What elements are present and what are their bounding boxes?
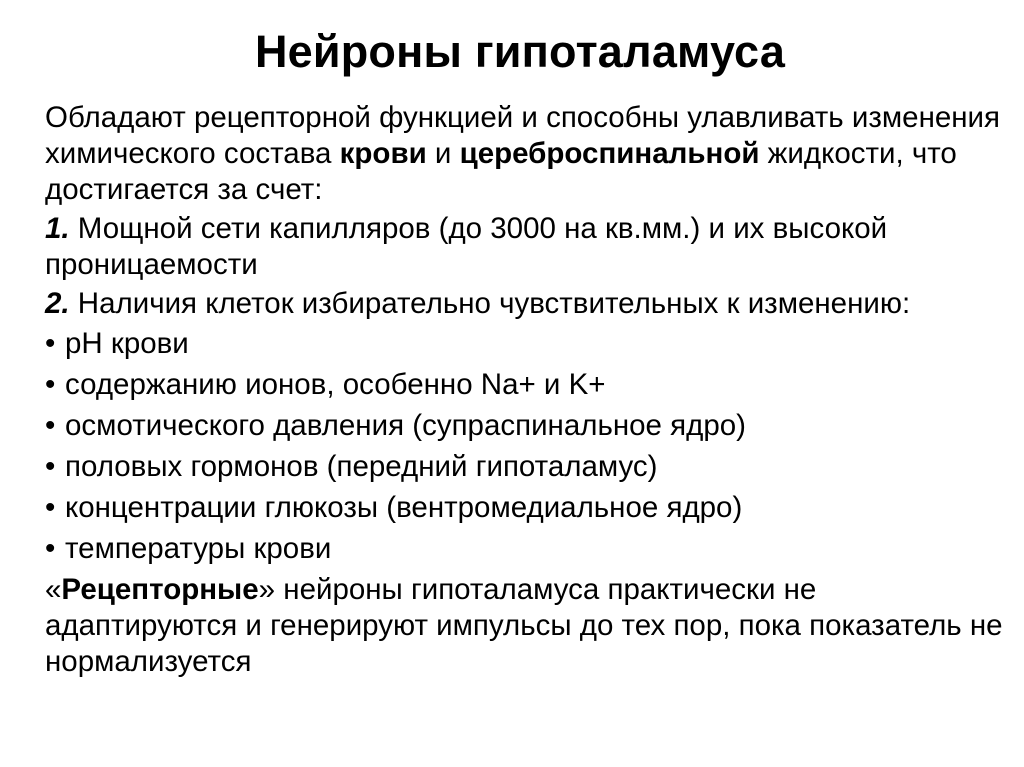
list-item bbox=[45, 449, 1005, 490]
list-item-text: содержанию ионов, особенно Na+ и K+ bbox=[65, 368, 606, 401]
open-quote: « bbox=[45, 573, 62, 606]
item-number: 2. bbox=[45, 287, 70, 320]
item-text: Наличия клеток избирательно чувствительных к изменению: bbox=[69, 287, 911, 320]
close-quote: » bbox=[258, 573, 276, 606]
bullet-dot: • bbox=[45, 532, 56, 565]
intro-bold-csf: цереброспинальной bbox=[459, 137, 760, 170]
list-item-text: половых гормонов (передний гипоталамус) bbox=[65, 450, 658, 483]
list-item bbox=[45, 531, 1005, 572]
bullet-dot: • bbox=[45, 450, 56, 483]
bullet-dot: • bbox=[45, 368, 56, 401]
list-item bbox=[45, 408, 1005, 449]
list-item bbox=[45, 367, 1005, 408]
intro-text-2: и bbox=[426, 137, 460, 170]
numbered-item-1 bbox=[45, 211, 1005, 283]
bullet-dot: • bbox=[45, 327, 56, 360]
conclusion-text: нейроны гипоталамуса практически не адаптируются и генерируют импульсы до тех пор, пока показатель не нормализуется bbox=[45, 573, 1003, 678]
bullet-list bbox=[45, 326, 1005, 572]
list-item-text: осмотического давления (супраспинальное ядро) bbox=[65, 409, 746, 442]
bullet-dot: • bbox=[45, 409, 56, 442]
intro-paragraph bbox=[45, 100, 1005, 208]
conclusion-paragraph bbox=[45, 572, 1005, 680]
list-item-text: температуры крови bbox=[65, 532, 332, 565]
intro-text-3: жидкости, что достигается за счет: bbox=[45, 137, 957, 206]
list-item-text: концентрации глюкозы (вентромедиальное ядро) bbox=[65, 491, 743, 524]
list-item-text: рН крови bbox=[65, 327, 189, 360]
list-item bbox=[45, 490, 1005, 531]
list-item bbox=[45, 326, 1005, 367]
conclusion-bold-term: Рецепторные bbox=[61, 573, 259, 606]
intro-bold-blood: крови bbox=[339, 137, 427, 170]
slide-title: Нейроны гипоталамуса bbox=[254, 26, 786, 77]
bullet-dot: • bbox=[45, 491, 56, 524]
numbered-item-2 bbox=[45, 286, 1005, 322]
intro-text-1: Обладают рецепторной функцией и способны улавливать изменения химического состава bbox=[45, 101, 1001, 170]
item-number: 1. bbox=[45, 212, 70, 245]
slide-content bbox=[45, 100, 1005, 680]
item-text: Мощной сети капилляров (до 3000 на кв.мм.) и их высокой проницаемости bbox=[45, 212, 888, 281]
